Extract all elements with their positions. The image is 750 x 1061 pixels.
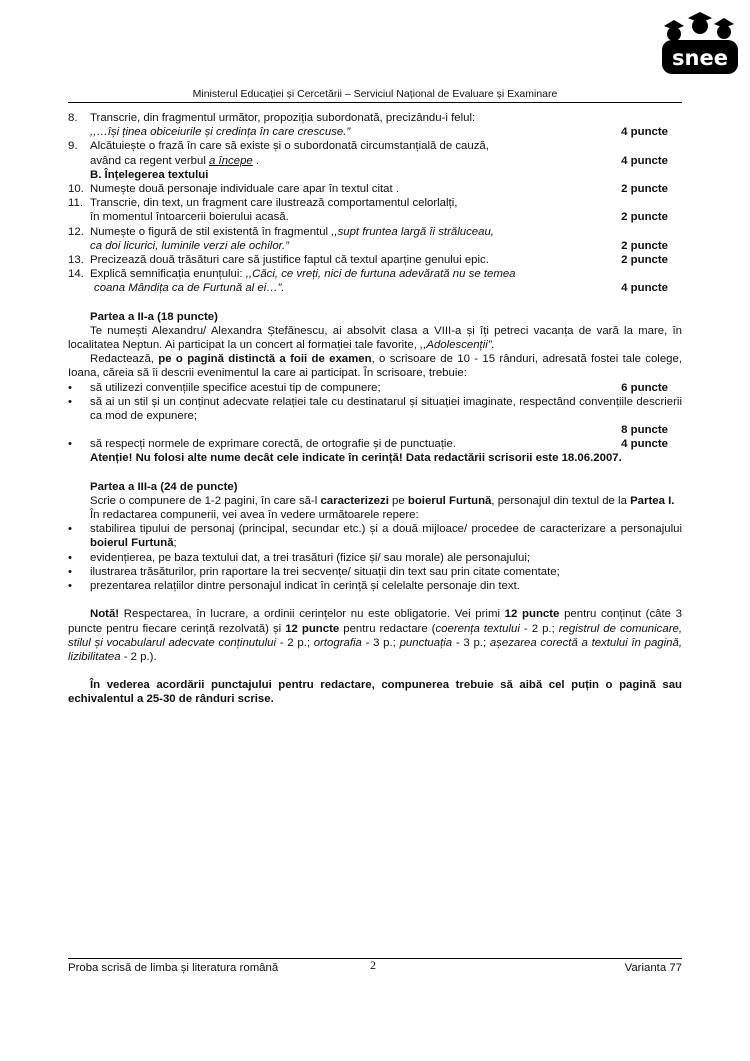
item-14: 14. Explică semnificația enunțului: ,,Căci, ce vreți, nici de furtuna adevărată nu se temea coana Mândița ca de Furtună al ei…”. 4 puncte [68,268,668,295]
part2-paragraph-1: Te numești Alexandru/ Alexandra Ștefănescu, ai absolvit clasa a VIII-a și îți petreci vacanța de vară la mare, în localitatea Neptun. Ai participat la un concert al formației tale favorite, ,,Adolescenții”. [68,324,682,352]
part2-bullet-3: • să respecți normele de exprimare corectă, de ortografie și de punctuație. 4 puncte [68,438,668,451]
item-13: 13. Precizează două trăsături care să justifice faptul că textul aparține genului epic. 2 puncte [68,254,668,267]
part3-paragraph-2: În redactarea compunerii, vei avea în vedere următoarele repere: [90,509,419,522]
part2-paragraph-2: Redactează, pe o pagină distinctă a foii de examen, o scrisoare de 10 - 15 rânduri, adresată fostei tale colege, Ioana, căreia să îi descrii evenimentul la care ai participat. În scrisoare, trebuie: [68,353,682,380]
header-divider [68,102,682,103]
item-8-points: 4 puncte [621,126,668,139]
part2-bullet-1: • să utilizezi convențiile specifice acestui tip de compunere; 6 puncte [68,381,668,394]
part3-bullet-3: • ilustrarea trăsăturilor, prin raportare la trei secvențe/ situații din text sau prin citate comentate; [68,565,560,578]
part3-bullet-2: • evidențierea, pe baza textului dat, a trei trasături (fizice și/ sau morale) ale personajului; [68,551,531,564]
part2-bullet-2-points: 8 puncte [621,424,668,437]
footer-subject: Proba scrisă de limba și literatura română [68,962,279,974]
item-10: 10. Numește două personaje individuale care apar în textul citat . 2 puncte [68,183,668,196]
logo-text: snee [672,46,728,70]
item-8: 8. Transcrie, din fragmentul următor, propoziția subordonată, precizându-i felul: ,,…își ținea obiceiurile și credința în care crescuse.” 4 puncte [68,112,668,139]
section-b-heading: B. Înțelegerea textului [90,168,209,181]
part3-paragraph-1: Scrie o compunere de 1-2 pagini, în care să-l caracterizezi pe boierul Furtună, personajul din textul de la Partea I. [90,494,675,507]
footer-variant: Varianta 77 [624,962,682,974]
part2-title: Partea a II-a (18 puncte) [90,310,218,323]
page-number: 2 [370,958,376,972]
part3-final-note: În vederea acordării punctajului pentru redactare, compunerea trebuie să aibă cel puțin o pagină sau echivalentul a 25-30 de rânduri scrise. [68,679,682,706]
part2-note: Atenție! Nu folosi alte nume decât cele indicate în cerință! Data redactării scrisorii este 18.06.2007. [90,452,622,465]
exam-content [68,111,682,707]
item-14-points: 4 puncte [621,282,668,295]
part3-bullet-1: • stabilirea tipului de personaj (principal, secundar etc.) și a două mijloace/ procedee de caracterizare a personajului boierul Furtună; [68,523,682,550]
item-10-points: 2 puncte [621,183,668,196]
part2-bullet-2: • să ai un stil și un conținut adecvate relației tale cu destinatarul și situației imaginate, respectând convențiile descrierii ca mod de expunere; [68,395,682,423]
item-11: 11. Transcrie, din text, un fragment care ilustrează comportamentul celorlalți, în momentul întoarcerii boierului acasă. 2 puncte [68,197,668,224]
item-9-points: 4 puncte [621,154,668,167]
item-12-points: 2 puncte [621,239,668,252]
item-12: 12. Numește o figură de stil existentă în fragmentul ,,supt fruntea largă îi străluceau, ca doi licurici, luminile verzi ale ochilor.” 2 puncte [68,225,668,252]
item-11-points: 2 puncte [621,211,668,224]
part3-note: Notă! Respectarea, în lucrare, a ordinii cerințelor nu este obligatorie. Vei primi 12 puncte pentru conținut (câte 3 puncte pentru fiecare cerință rezolvată) și 12 puncte pentru redactare (coerența textului - 2 p.; registrul de comunicare, stilul și vocabularul adecvate conținutului - 2 p.; ortografia - 3 p.; punctuația - 3 p.; așezarea corectă a textului în pagină, lizibilitatea - 2 p.). [68,608,682,663]
part3-bullet-4: • prezentarea relațiilor dintre personajul indicat în cerință și celelalte personaje din text. [68,580,520,593]
item-13-points: 2 puncte [621,254,668,267]
item-9: 9. Alcătuiește o frază în care să existe și o subordonată circumstanțială de cauză, având ca regent verbul a începe . 4 puncte [68,140,668,167]
part3-title: Partea a III-a (24 de puncte) [90,480,238,493]
snee-logo [660,12,740,76]
page-header: Ministerul Educației și Cercetării – Serviciul Național de Evaluare și Examinare [192,88,558,100]
